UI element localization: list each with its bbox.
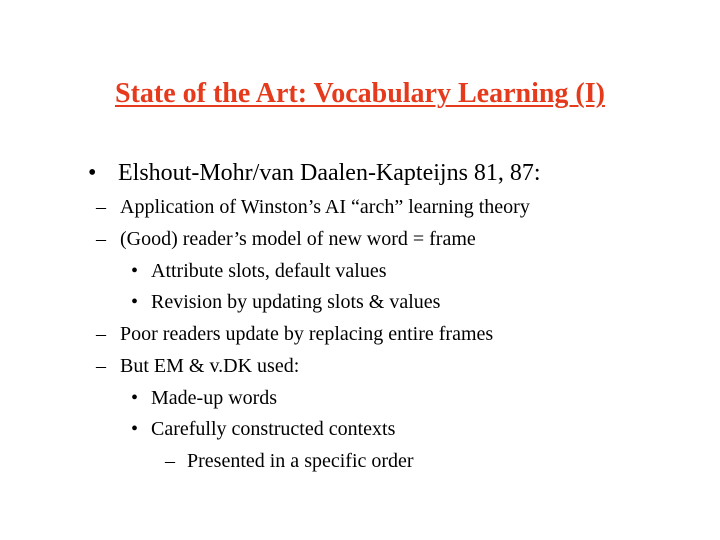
outline-item-text: Revision by updating slots & values bbox=[151, 291, 441, 313]
bullet-icon: • bbox=[131, 260, 139, 282]
slide-title: State of the Art: Vocabulary Learning (I) bbox=[115, 78, 605, 109]
outline-item-text: Attribute slots, default values bbox=[151, 260, 387, 282]
dash-icon: – bbox=[96, 355, 106, 377]
bullet-icon: • bbox=[131, 418, 139, 440]
dash-icon: – bbox=[96, 228, 106, 250]
dash-icon: – bbox=[96, 323, 106, 345]
outline-item-text: (Good) reader’s model of new word = frame bbox=[120, 228, 476, 250]
outline-item-text: Poor readers update by replacing entire frames bbox=[120, 323, 494, 345]
outline-item-text: Made-up words bbox=[151, 387, 278, 409]
bullet-icon: • bbox=[131, 387, 139, 409]
outline-item-text: Carefully constructed contexts bbox=[151, 418, 396, 440]
outline-item-text: But EM & v.DK used: bbox=[120, 355, 300, 377]
outline-item-text: Application of Winston’s AI “arch” learning theory bbox=[120, 196, 530, 218]
bullet-icon: • bbox=[88, 160, 97, 186]
outline-item-text: Presented in a specific order bbox=[187, 450, 414, 472]
dash-icon: – bbox=[96, 196, 106, 218]
dash-icon: – bbox=[165, 450, 175, 472]
outline-item-text: Elshout-Mohr/van Daalen-Kapteijns 81, 87: bbox=[118, 160, 541, 186]
bullet-icon: • bbox=[131, 291, 139, 313]
